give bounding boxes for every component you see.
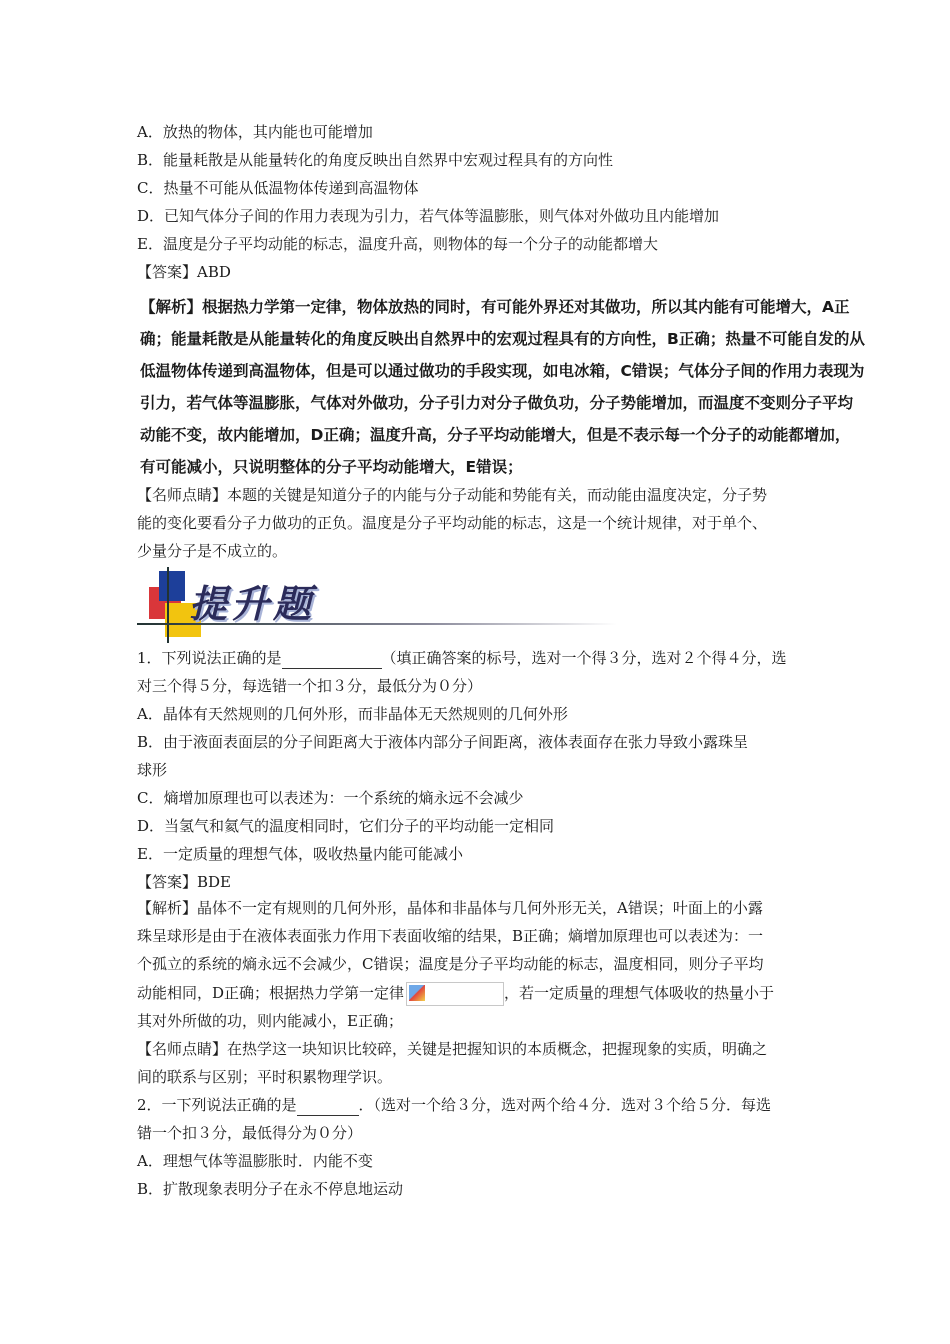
q2-option-a: A．理想气体等温膨胀时．内能不变 [137, 1152, 373, 1170]
option-a: A．放热的物体，其内能也可能增加 [137, 123, 373, 141]
option-d: D．已知气体分子间的作用力表现为引力，若气体等温膨胀，则气体对外做功且内能增加 [137, 207, 720, 225]
tips-line: 少量分子是不成立的。 [137, 542, 288, 560]
q1-tips-line: 【名师点睛】在热学这一块知识比较碎，关键是把握知识的本质概念，把握现象的实质，明确之 [137, 1040, 768, 1058]
analysis-line: 确；能量耗散是从能量转化的角度反映出自然界中的宏观过程具有的方向性，B正确；热量不可能自发的从 [140, 330, 865, 348]
formula-image [406, 982, 504, 1006]
banner-blue-square [159, 571, 185, 601]
q1-answer-blank [282, 648, 382, 669]
broken-image-icon [409, 985, 425, 1001]
option-e: E．温度是分子平均动能的标志，温度升高，则物体的每一个分子的动能都增大 [137, 235, 658, 253]
q1-stem-text: （填正确答案的标号，选对一个得３分，选对２个得４分，选 [381, 649, 787, 667]
analysis-line: 动能不变，故内能增加，D正确；温度升高，分子平均动能增大，但是不表示每一个分子的动能都增加， [140, 426, 851, 444]
analysis-line: 【解析】根据热力学第一定律，物体放热的同时，有可能外界还对其做功，所以其内能有可能增大，A正 [140, 298, 850, 316]
option-b: B．能量耗散是从能量转化的角度反映出自然界中宏观过程具有的方向性 [137, 151, 614, 169]
q1-tips-line: 间的联系与区别；平时积累物理学识。 [137, 1068, 393, 1086]
analysis-line: 引力，若气体等温膨胀，气体对外做功，分子引力对分子做负功，分子势能增加，而温度不变则分子平均 [140, 394, 854, 412]
q1-stem-text: 1．下列说法正确的是 [137, 649, 282, 667]
q2-stem-text: ．（选对一个给３分，选对两个给４分．选对３个给５分．每选 [358, 1096, 772, 1114]
q1-analysis-text: 动能相同，D正确；根据热力学第一定律 [137, 984, 405, 1002]
q1-option-e: E．一定质量的理想气体，吸收热量内能可能减小 [137, 845, 463, 863]
q2-answer-blank [297, 1095, 359, 1116]
q1-option-b: B．由于液面表面层的分子间距离大于液体内部分子间距离，液体表面存在张力导致小露珠呈 [137, 733, 749, 751]
q1-option-c: C．熵增加原理也可以表述为：一个系统的熵永远不会减少 [137, 789, 524, 807]
analysis-line: 有可能减小，只说明整体的分子平均动能增大，E错误； [140, 458, 523, 476]
q1-analysis-line: 个孤立的系统的熵永远不会减少，C错误；温度是分子平均动能的标志，温度相同，则分子平均 [137, 955, 764, 973]
q2-stem-cont: 错一个扣３分，最低得分为０分） [137, 1124, 363, 1142]
q1-analysis-line: 【解析】晶体不一定有规则的几何外形，晶体和非晶体与几何外形无关，A错误；叶面上的小露 [137, 899, 763, 917]
section-banner [137, 567, 617, 643]
banner-title: 提升题 [189, 581, 316, 626]
q2-stem [137, 1095, 771, 1116]
banner-vertical-rule [167, 567, 169, 643]
q1-answer: 【答案】BDE [137, 873, 231, 891]
analysis-line: 低温物体传递到高温物体，但是可以通过做功的手段实现，如电冰箱，C错误；气体分子间的作用力表现为 [140, 362, 865, 380]
q1-option-b-cont: 球形 [137, 761, 168, 779]
q1-option-d: D．当氢气和氦气的温度相同时，它们分子的平均动能一定相同 [137, 817, 555, 835]
q1-analysis-line: 其对外所做的功，则内能减小，E正确； [137, 1012, 403, 1030]
tips-line: 能的变化要看分子力做功的正负。温度是分子平均动能的标志，这是一个统计规律，对于单个、 [137, 514, 768, 532]
q1-analysis-line [137, 982, 774, 1006]
q1-analysis-text: ，若一定质量的理想气体吸收的热量小于 [504, 984, 775, 1002]
q1-stem-cont: 对三个得５分，每选错一个扣３分，最低分为０分） [137, 677, 483, 695]
option-c: C．热量不可能从低温物体传递到高温物体 [137, 179, 419, 197]
q1-analysis-line: 珠呈球形是由于在液体表面张力作用下表面收缩的结果，B正确；熵增加原理也可以表述为：一 [137, 927, 764, 945]
answer: 【答案】ABD [137, 263, 231, 281]
q1-option-a: A．晶体有天然规则的几何外形，而非晶体无天然规则的几何外形 [137, 705, 568, 723]
tips-line: 【名师点睛】本题的关键是知道分子的内能与分子动能和势能有关，而动能由温度决定，分子势 [137, 486, 768, 504]
q1-stem [137, 648, 787, 669]
q2-stem-text: 2．一下列说法正确的是 [137, 1096, 297, 1114]
q2-option-b: B．扩散现象表明分子在永不停息地运动 [137, 1180, 404, 1198]
